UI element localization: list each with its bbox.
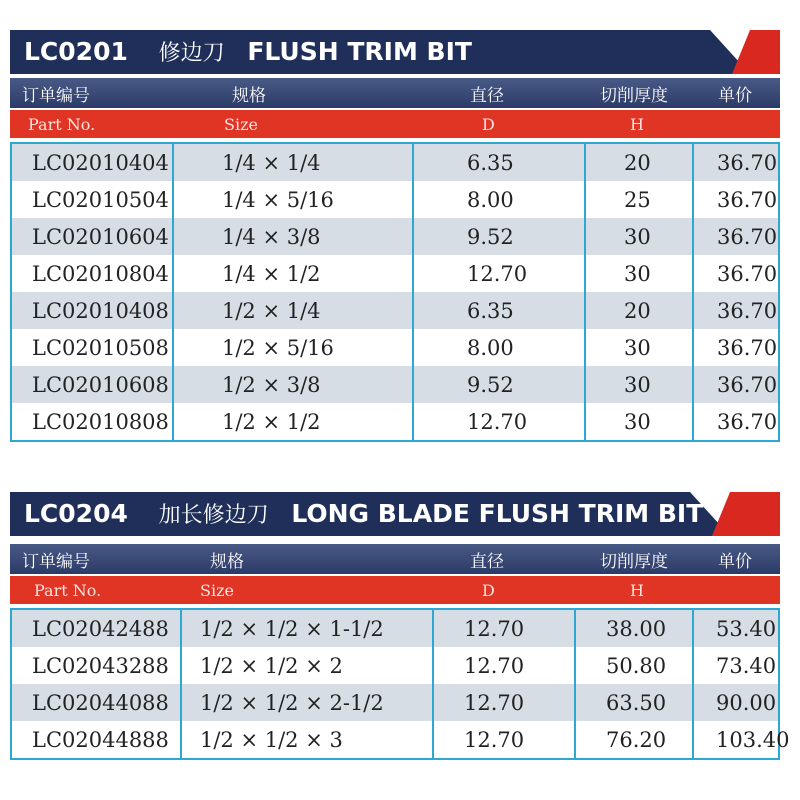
diameter-cell: 12.70: [464, 690, 525, 715]
part-no-cell: LC02010504: [32, 187, 169, 212]
part-no-cell: LC02043288: [32, 653, 169, 678]
diameter-cell: 6.35: [467, 150, 514, 175]
size-cell: 1/4 × 5/16: [222, 187, 334, 212]
part-no-cell: LC02044888: [32, 727, 169, 752]
header-part-cn: 订单编号: [22, 85, 90, 106]
table-row: [12, 366, 778, 403]
part-no-cell: LC02010408: [32, 298, 169, 323]
header-price-cn: 单价: [718, 85, 752, 106]
diameter-cell: 12.70: [464, 653, 525, 678]
header-row-cn: [10, 544, 780, 574]
table-row: [12, 181, 778, 218]
size-cell: 1/2 × 1/2 × 3: [200, 727, 343, 752]
part-no-cell: LC02010508: [32, 335, 169, 360]
table-row: [12, 329, 778, 366]
height-cell: 50.80: [606, 653, 667, 678]
table-row: [12, 292, 778, 329]
section-banner: [10, 492, 780, 536]
table-row: [12, 721, 790, 758]
header-d-en: D: [482, 580, 495, 600]
price-cell: 36.70: [717, 298, 778, 323]
header-size-cn: 规格: [232, 85, 266, 106]
parts-table: [10, 608, 790, 760]
price-cell: 36.70: [717, 150, 778, 175]
size-cell: 1/2 × 1/2 × 2: [200, 653, 343, 678]
header-size-en: Size: [200, 580, 234, 600]
price-cell: 73.40: [716, 653, 777, 678]
part-no-cell: LC02044088: [32, 690, 169, 715]
size-cell: 1/2 × 1/2: [222, 409, 321, 434]
price-cell: 36.70: [717, 261, 778, 286]
header-d-cn: 直径: [470, 551, 504, 572]
diameter-cell: 6.35: [467, 298, 514, 323]
table-row: [12, 610, 778, 647]
size-cell: 1/2 × 1/4: [222, 298, 321, 323]
price-cell: 53.40: [716, 616, 777, 641]
section-code: LC0201: [24, 37, 128, 66]
section-title-cn: 加长修边刀: [158, 503, 269, 528]
header-size-cn: 规格: [210, 551, 244, 572]
section-title-en: LONG BLADE FLUSH TRIM BIT: [291, 499, 704, 528]
height-cell: 30: [624, 409, 651, 434]
part-no-cell: LC02010404: [32, 150, 169, 175]
header-row-en: [10, 110, 780, 138]
part-no-cell: LC02042488: [32, 616, 169, 641]
part-no-cell: LC02010808: [32, 409, 169, 434]
header-part-cn: 订单编号: [22, 551, 90, 572]
table-row: [12, 684, 778, 721]
table-row: [12, 218, 778, 255]
section-banner: [10, 30, 780, 74]
section-title-cn: 修边刀: [158, 41, 225, 66]
height-cell: 25: [624, 187, 651, 212]
height-cell: 63.50: [606, 690, 667, 715]
header-size-en: Size: [224, 114, 258, 134]
price-cell: 103.40: [716, 727, 790, 752]
size-cell: 1/2 × 1/2 × 1-1/2: [200, 616, 384, 641]
part-no-cell: LC02010604: [32, 224, 169, 249]
size-cell: 1/2 × 5/16: [222, 335, 334, 360]
diameter-cell: 12.70: [467, 409, 528, 434]
height-cell: 30: [624, 224, 651, 249]
diameter-cell: 9.52: [467, 372, 514, 397]
header-part-en: Part No.: [34, 580, 102, 600]
height-cell: 20: [624, 150, 651, 175]
size-cell: 1/4 × 1/2: [222, 261, 321, 286]
part-no-cell: LC02010608: [32, 372, 169, 397]
price-cell: 36.70: [717, 187, 778, 212]
height-cell: 30: [624, 372, 651, 397]
diameter-cell: 8.00: [467, 335, 514, 360]
price-cell: 36.70: [717, 224, 778, 249]
height-cell: 76.20: [606, 727, 667, 752]
section-code: LC0204: [24, 499, 128, 528]
header-h-en: H: [630, 580, 644, 600]
header-price-cn: 单价: [718, 551, 752, 572]
header-row-cn: [10, 78, 780, 108]
part-no-cell: LC02010804: [32, 261, 169, 286]
table-row: [12, 144, 778, 181]
diameter-cell: 9.52: [467, 224, 514, 249]
header-d-cn: 直径: [470, 85, 504, 106]
price-cell: 36.70: [717, 372, 778, 397]
table-row: [12, 403, 778, 440]
size-cell: 1/4 × 1/4: [222, 150, 321, 175]
size-cell: 1/4 × 3/8: [222, 224, 321, 249]
table-row: [12, 647, 778, 684]
header-part-en: Part No.: [28, 114, 96, 134]
header-d-en: D: [482, 114, 495, 134]
size-cell: 1/2 × 3/8: [222, 372, 321, 397]
header-row-en: [10, 576, 780, 604]
table-row: [12, 255, 778, 292]
diameter-cell: 8.00: [467, 187, 514, 212]
header-h-cn: 切削厚度: [600, 85, 668, 106]
section-lc0201: [10, 30, 780, 442]
size-cell: 1/2 × 1/2 × 2-1/2: [200, 690, 384, 715]
price-cell: 90.00: [716, 690, 777, 715]
diameter-cell: 12.70: [464, 727, 525, 752]
section-lc0204: [10, 492, 790, 760]
diameter-cell: 12.70: [464, 616, 525, 641]
height-cell: 38.00: [606, 616, 667, 641]
section-title-en: FLUSH TRIM BIT: [247, 37, 472, 66]
parts-table: [10, 142, 780, 442]
diameter-cell: 12.70: [467, 261, 528, 286]
price-cell: 36.70: [717, 335, 778, 360]
price-cell: 36.70: [717, 409, 778, 434]
header-h-en: H: [630, 114, 644, 134]
height-cell: 30: [624, 335, 651, 360]
height-cell: 20: [624, 298, 651, 323]
header-h-cn: 切削厚度: [600, 551, 668, 572]
height-cell: 30: [624, 261, 651, 286]
